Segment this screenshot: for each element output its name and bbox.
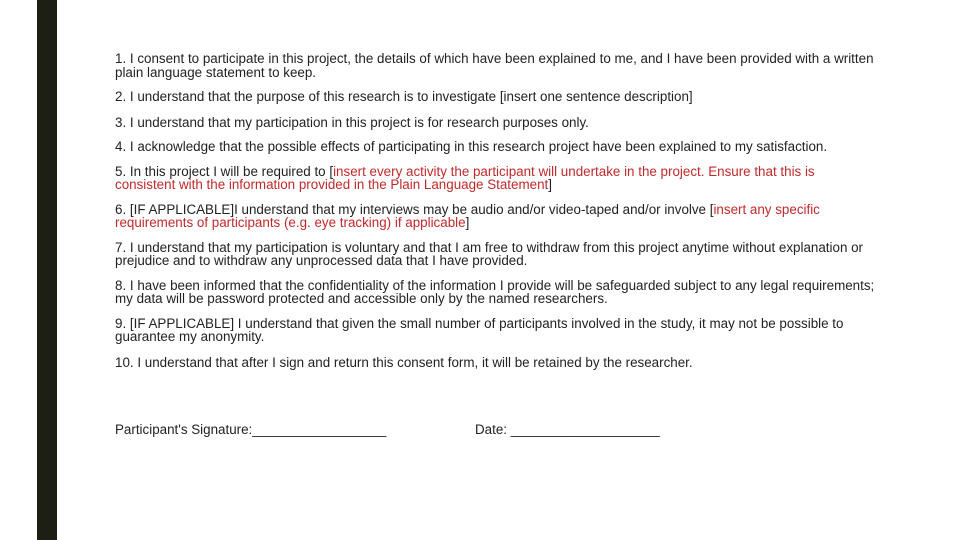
- consent-item-6: 6. [IF APPLICABLE]I understand that my interviews may be audio and/or video-taped and/or involve [insert any specific requirements of participants (e.g. eye tracking) if applicable]: [115, 201, 820, 230]
- consent-item-5: 5. In this project I will be required to [insert every activity the participant will undertake in the project. Ensure that this is consistent with the information provided in the Plain Language Statement]: [115, 163, 815, 192]
- participant-signature-field[interactable]: Participant's Signature:__________________: [115, 422, 387, 437]
- slide-accent-bar: [37, 0, 57, 540]
- placeholder-text: insert every activity the participant will undertake in the project. Ensure that this is consistent with the information provided in the Plain Language Statement: [115, 163, 815, 192]
- signature-row: [115, 422, 875, 442]
- consent-item-7: 7. I understand that my participation is voluntary and that I am free to withdraw from this project anytime without explanation or prejudice and to withdraw any unprocessed data that I have provided.: [115, 239, 864, 268]
- consent-item-2: 2. I understand that the purpose of this research is to investigate [insert one sentence description]: [115, 89, 693, 104]
- date-field[interactable]: Date: ____________________: [475, 422, 660, 437]
- placeholder-text: insert any specific requirements of participants (e.g. eye tracking) if applicable: [115, 201, 820, 230]
- consent-item-3: 3. I understand that my participation in this project is for research purposes only.: [115, 114, 589, 130]
- consent-item-9: 9. [IF APPLICABLE] I understand that given the small number of participants involved in the study, it may not be possible to guarantee my anonymity.: [115, 315, 844, 344]
- consent-item-8: 8. I have been informed that the confidentiality of the information I provide will be safeguarded subject to any legal requirements; my data will be password protected and accessible only by the named researchers.: [115, 277, 875, 306]
- consent-item-4: 4. I acknowledge that the possible effects of participating in this research project have been explained to my satisfaction.: [115, 139, 828, 154]
- consent-statements: [115, 52, 875, 369]
- consent-item-1: 1. I consent to participate in this project, the details of which have been explained to me, and I have been provided with a written plain language statement to keep.: [115, 51, 874, 80]
- consent-item-10: 10. I understand that after I sign and return this consent form, it will be retained by the researcher.: [115, 354, 693, 370]
